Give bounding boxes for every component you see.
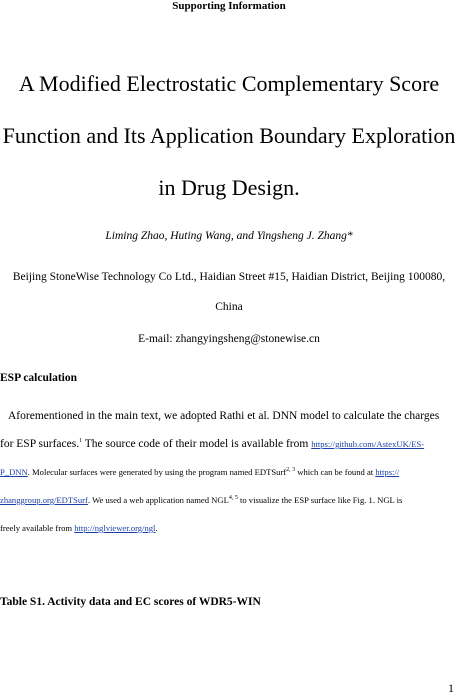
contact-email: E-mail: zhangyingsheng@stonewise.cn (138, 333, 320, 345)
text-run: Aforementioned in the main text, we adopted Rathi et al. DNN model to calculate the charges (8, 410, 440, 422)
text-run: to visualize the ESP surface like Fig. 1. NGL is (237, 495, 403, 505)
citation-superscript: 2, 3 (286, 467, 296, 474)
paper-title (0, 58, 458, 214)
table-caption: Table S1. Activity data and EC scores of WDR5-WIN (0, 596, 261, 608)
text-run: freely available from (0, 523, 75, 533)
title-line-1: A Modified Electrostatic Complementary Score (18, 71, 440, 96)
paragraph-line-1 (0, 402, 458, 430)
github-link[interactable]: https://github.com/AstexUK/ES- (311, 439, 425, 449)
github-link-continued[interactable]: P_DNN (0, 467, 28, 477)
affiliation-line-2: China (215, 301, 243, 313)
edtsurf-link-continued[interactable]: zhanggroup.org/EDTSurf (0, 495, 88, 505)
affiliation (0, 262, 458, 322)
citation-superscript: 1 (79, 438, 83, 445)
paragraph-line-3 (0, 458, 458, 486)
affiliation-line-1: Beijing StoneWise Technology Co Ltd., Haidian Street #15, Haidian District, Beijing 100080, (12, 271, 446, 283)
supporting-information-header: Supporting Information (172, 0, 286, 12)
text-run: . Molecular surfaces were generated by using the program named EDTSurf (27, 467, 287, 477)
text-run: . (155, 523, 158, 533)
text-run: which can be found at (295, 467, 376, 477)
page-number: 1 (448, 681, 454, 695)
body-paragraph (0, 402, 458, 542)
text-run: . We used a web application named NGL (87, 495, 229, 505)
author-list: Liming Zhao, Huting Wang, and Yingsheng J. Zhang* (105, 230, 353, 242)
title-line-2: Function and Its Application Boundary Exploration (2, 123, 456, 148)
ngl-link[interactable]: http://nglviewer.org/ngl (74, 523, 156, 533)
text-run: The source code of their model is available from (82, 438, 312, 450)
paragraph-line-2 (0, 430, 458, 458)
paragraph-line-5 (0, 514, 458, 542)
paragraph-line-4 (0, 486, 458, 514)
text-run: for ESP surfaces. (0, 438, 80, 450)
citation-superscript: 4, 5 (228, 495, 238, 502)
section-heading: ESP calculation (0, 372, 77, 384)
title-line-3: in Drug Design. (158, 175, 300, 200)
edtsurf-link[interactable]: https:// (375, 467, 400, 477)
